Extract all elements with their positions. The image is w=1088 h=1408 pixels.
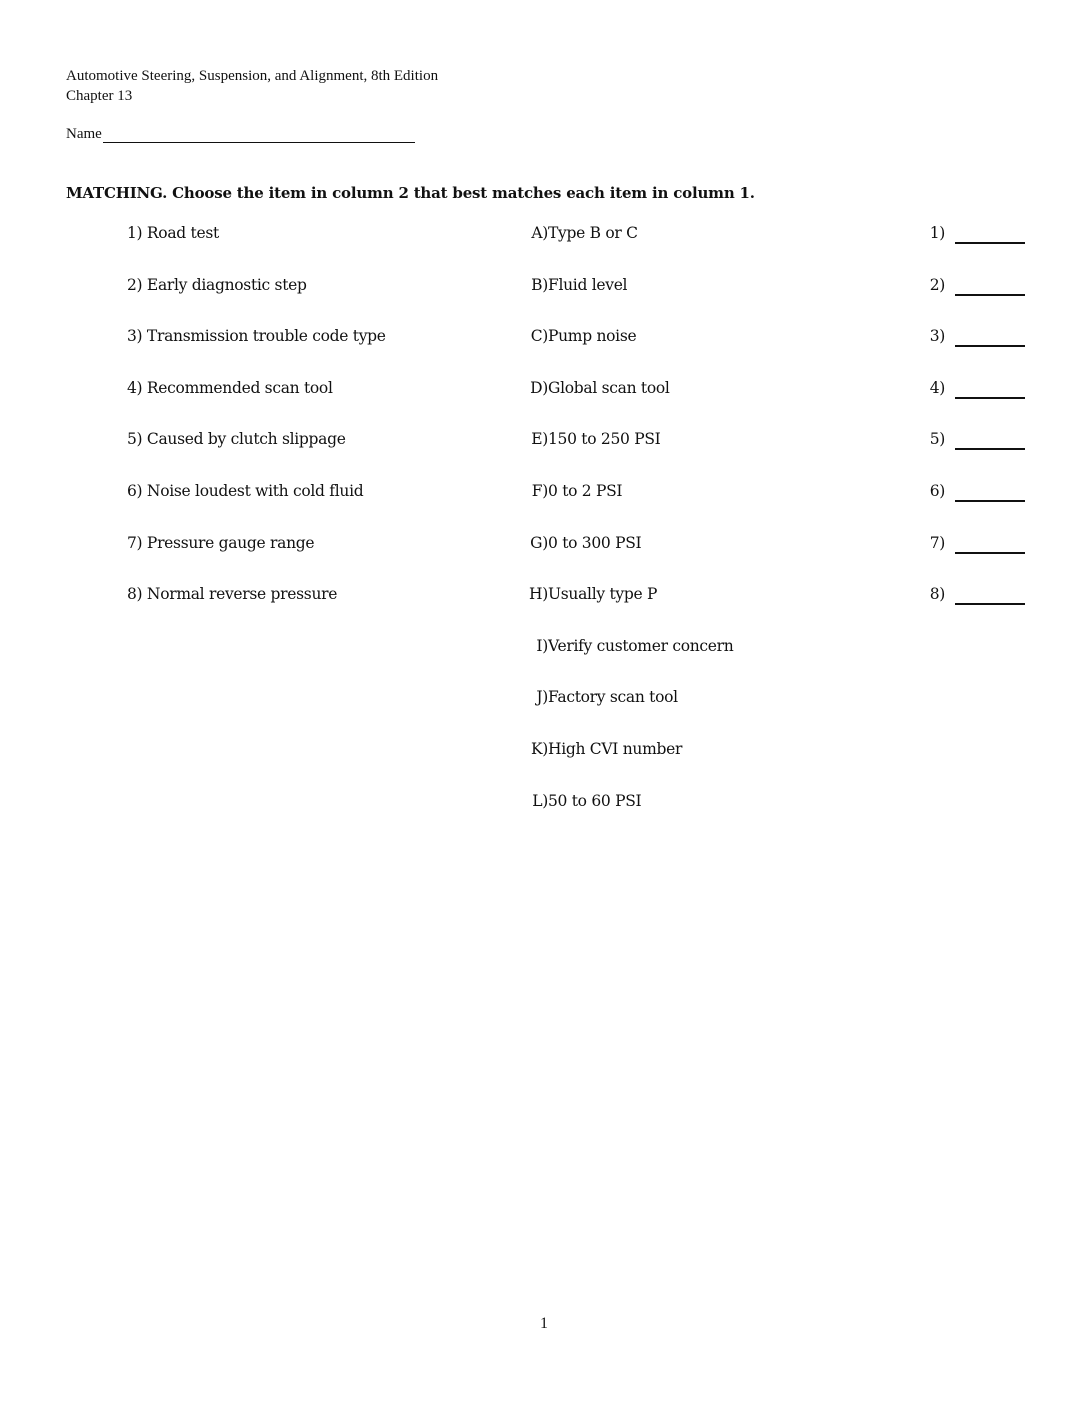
column2-item: Pump noise: [548, 327, 637, 346]
document-header: [66, 66, 438, 106]
column2-letter: A): [531, 224, 548, 242]
answer-blank[interactable]: [955, 397, 1025, 399]
answer-blank[interactable]: [955, 552, 1025, 554]
book-title: Automotive Steering, Suspension, and Alignment, 8th Edition: [66, 68, 439, 84]
answer-number: 1): [929, 224, 945, 242]
column2-letter: C): [530, 327, 548, 346]
column2-letter: I): [536, 636, 548, 655]
column1-item: 6) Noise loudest with cold fluid: [127, 482, 364, 500]
answer-blank[interactable]: [955, 345, 1025, 347]
column1-item: 2) Early diagnostic step: [127, 275, 307, 294]
column2-item: 50 to 60 PSI: [548, 791, 642, 810]
matching-row: [0, 276, 1088, 300]
answer-number: 7): [929, 533, 945, 552]
column2-letter: B): [531, 275, 548, 294]
answer-number: 2): [929, 275, 945, 294]
matching-row: [0, 430, 1088, 454]
column1-item: 5) Caused by clutch slippage: [127, 430, 346, 449]
column2-item: Type B or C: [548, 224, 638, 242]
column2-item: 150 to 250 PSI: [548, 430, 661, 449]
answer-number: 8): [929, 585, 945, 604]
answer-blank[interactable]: [955, 294, 1025, 296]
matching-row: [0, 534, 1088, 558]
answer-number: 4): [929, 378, 945, 397]
instructions: MATCHING. Choose the item in column 2 that best matches each item in column 1.: [66, 184, 755, 202]
answer-number: 3): [929, 327, 945, 346]
column2-letter: L): [532, 791, 548, 810]
column2-item: Global scan tool: [548, 378, 670, 397]
column1-item: 4) Recommended scan tool: [127, 378, 333, 397]
column2-letter: F): [531, 482, 548, 500]
matching-row: [0, 637, 1088, 661]
column2-item: Verify customer concern: [548, 636, 734, 655]
answer-blank[interactable]: [955, 500, 1025, 502]
column1-item: 8) Normal reverse pressure: [127, 585, 338, 604]
column2-item: 0 to 300 PSI: [548, 533, 642, 552]
name-blank-line[interactable]: [103, 124, 415, 143]
column2-letter: J): [536, 688, 548, 707]
column2-letter: K): [530, 740, 548, 758]
column2-item: High CVI number: [548, 740, 683, 758]
column2-item: Usually type P: [548, 585, 658, 604]
name-label: Name: [66, 126, 102, 142]
answer-blank[interactable]: [955, 603, 1025, 605]
column2-letter: H): [529, 585, 548, 604]
column2-item: Fluid level: [548, 275, 628, 294]
column1-item: 3) Transmission trouble code type: [127, 327, 386, 346]
column2-letter: G): [530, 533, 548, 552]
answer-number: 5): [929, 430, 945, 449]
answer-blank[interactable]: [955, 242, 1025, 244]
matching-row: [0, 688, 1088, 712]
matching-row: [0, 379, 1088, 403]
matching-row: [0, 327, 1088, 351]
matching-row: [0, 792, 1088, 816]
column2-item: Factory scan tool: [548, 688, 678, 707]
column1-item: 7) Pressure gauge range: [127, 533, 315, 552]
column2-letter: D): [530, 378, 548, 397]
page-number: 1: [540, 1315, 548, 1332]
matching-row: [0, 585, 1088, 609]
answer-number: 6): [929, 482, 945, 500]
column2-item: 0 to 2 PSI: [548, 482, 623, 500]
answer-blank[interactable]: [955, 448, 1025, 450]
column1-item: 1) Road test: [127, 224, 219, 242]
name-field[interactable]: [66, 124, 415, 143]
column2-letter: E): [531, 430, 548, 449]
matching-row: [0, 740, 1088, 764]
chapter-label: Chapter 13: [66, 88, 133, 104]
matching-row: [0, 224, 1088, 248]
matching-row: [0, 482, 1088, 506]
